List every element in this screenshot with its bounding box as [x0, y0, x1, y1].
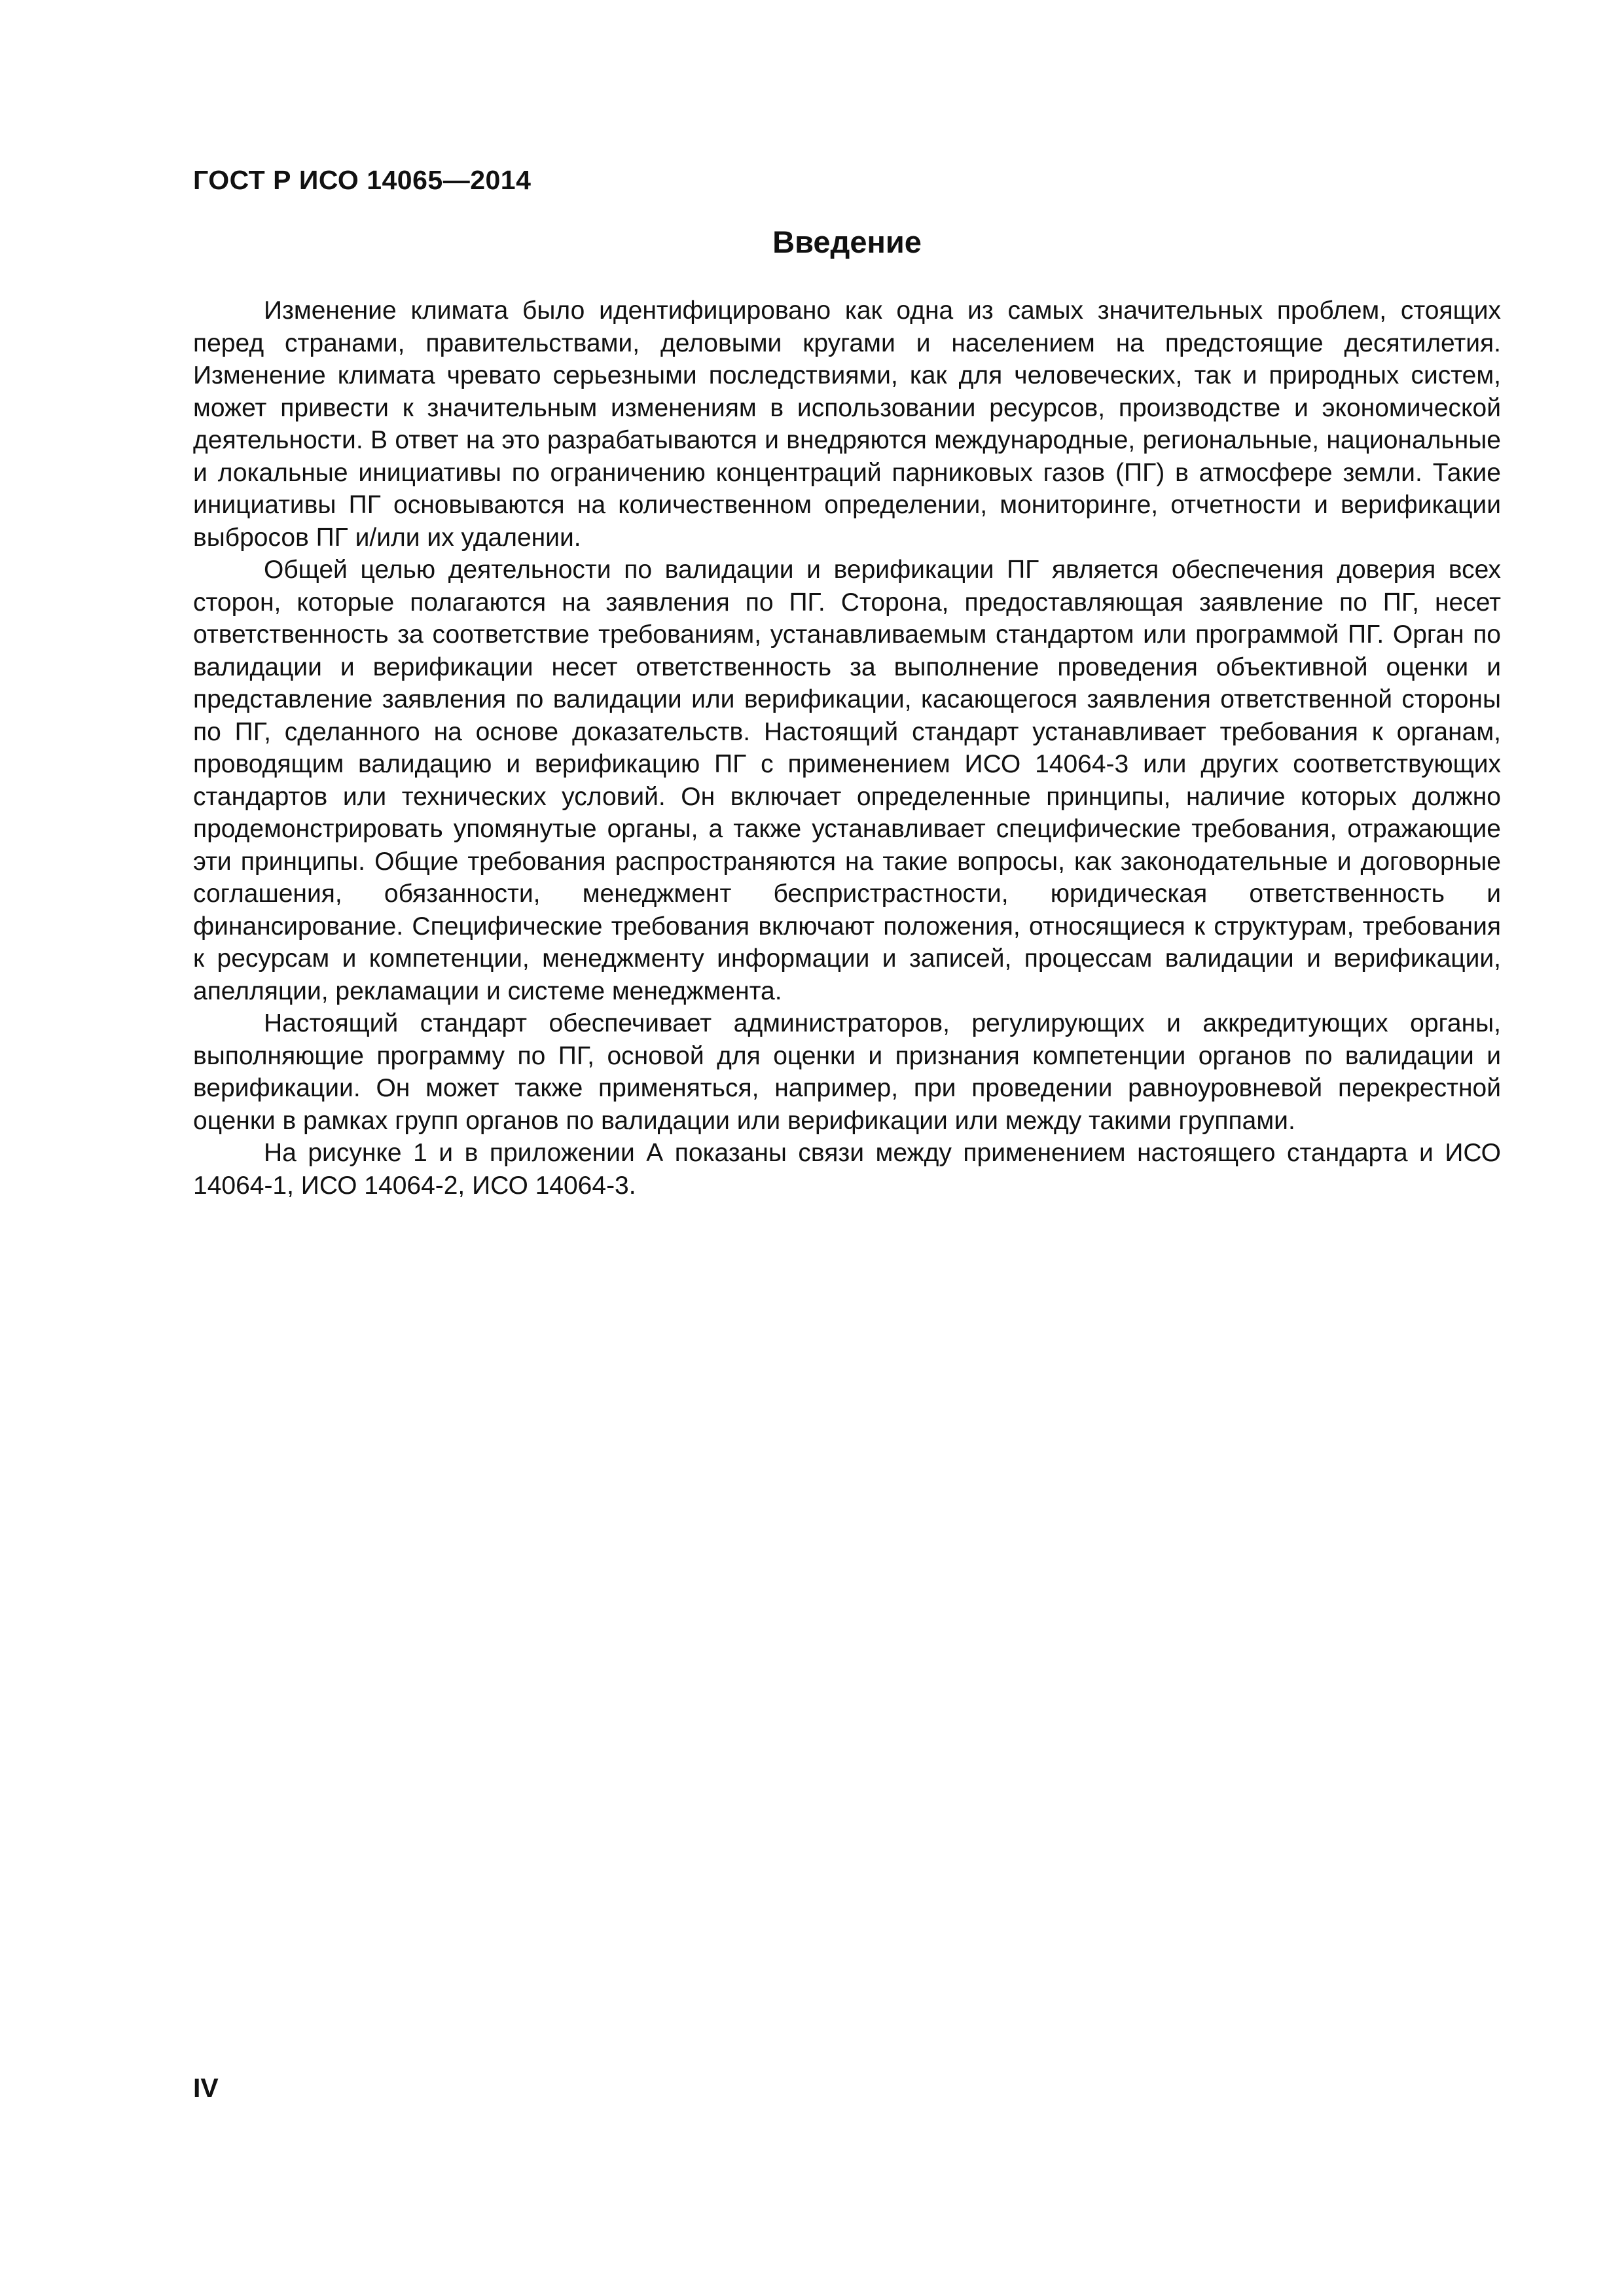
body-text	[193, 295, 1501, 1202]
page-number: IV	[193, 2073, 219, 2103]
paragraph-3: Настоящий стандарт обеспечивает администраторов, регулирующих и аккредитующих органы, выполняющие программу по ПГ, основой для оценки и признания компетенции органов по валидации и верификации. Он может также применяться, например, при проведении равноуровневой перекрестной оценки в рамках групп органов по валидации или верификации или между такими группами.	[193, 1009, 1501, 1135]
document-code-header: ГОСТ Р ИСО 14065—2014	[193, 165, 532, 195]
paragraph-4: На рисунке 1 и в приложении А показаны связи между применением настоящего стандарта и ИСО 14064-1, ИСО 14064-2, ИСО 14064-3.	[193, 1139, 1501, 1200]
paragraph-1: Изменение климата было идентифицировано как одна из самых значительных проблем, стоящих перед странами, правительствами, деловыми кругами и населением на предстоящие десятилетия. Изменение климата чревато серьезными последствиями, как для человеческих, так и природных систем, может привести к значительным изменениям в использовании ресурсов, производстве и экономической деятельности. В ответ на это разрабатываются и внедряются международные, региональные, национальные и локальные инициативы по ограничению концентраций парниковых газов (ПГ) в атмосфере земли. Такие инициативы ПГ основываются на количественном определении, мониторинге, отчетности и верификации выбросов ПГ и/или их удалении.	[193, 296, 1501, 552]
paragraph-2: Общей целью деятельности по валидации и верификации ПГ является обеспечения доверия всех сторон, которые полагаются на заявления по ПГ. Сторона, предоставляющая заявление по ПГ, несет ответственность за соответствие требованиям, устанавливаемым стандартом или программой ПГ. Орган по валидации и верификации несет ответственность за выполнение проведения объективной оценки и представление заявления по валидации или верификации, касающегося заявления ответственной стороны по ПГ, сделанного на основе доказательств. Настоящий стандарт устанавливает требования к органам, проводящим валидацию и верификацию ПГ с применением ИСО 14064-3 или других соответствующих стандартов или технических условий. Он включает определенные принципы, наличие которых должно продемонстрировать упомянутые органы, а также устанавливает специфические требования, отражающие эти принципы. Общие требования распространяются на такие вопросы, как законодательные и договорные соглашения, обязанности, менеджмент беспристрастности, юридическая ответственность и финансирование. Специфические требования включают положения, относящиеся к структурам, требования к ресурсам и компетенции, менеджменту информации и записей, процессам валидации и верификации, апелляции, рекламации и системе менеджмента.	[193, 556, 1501, 1005]
section-title: Введение	[772, 224, 922, 259]
